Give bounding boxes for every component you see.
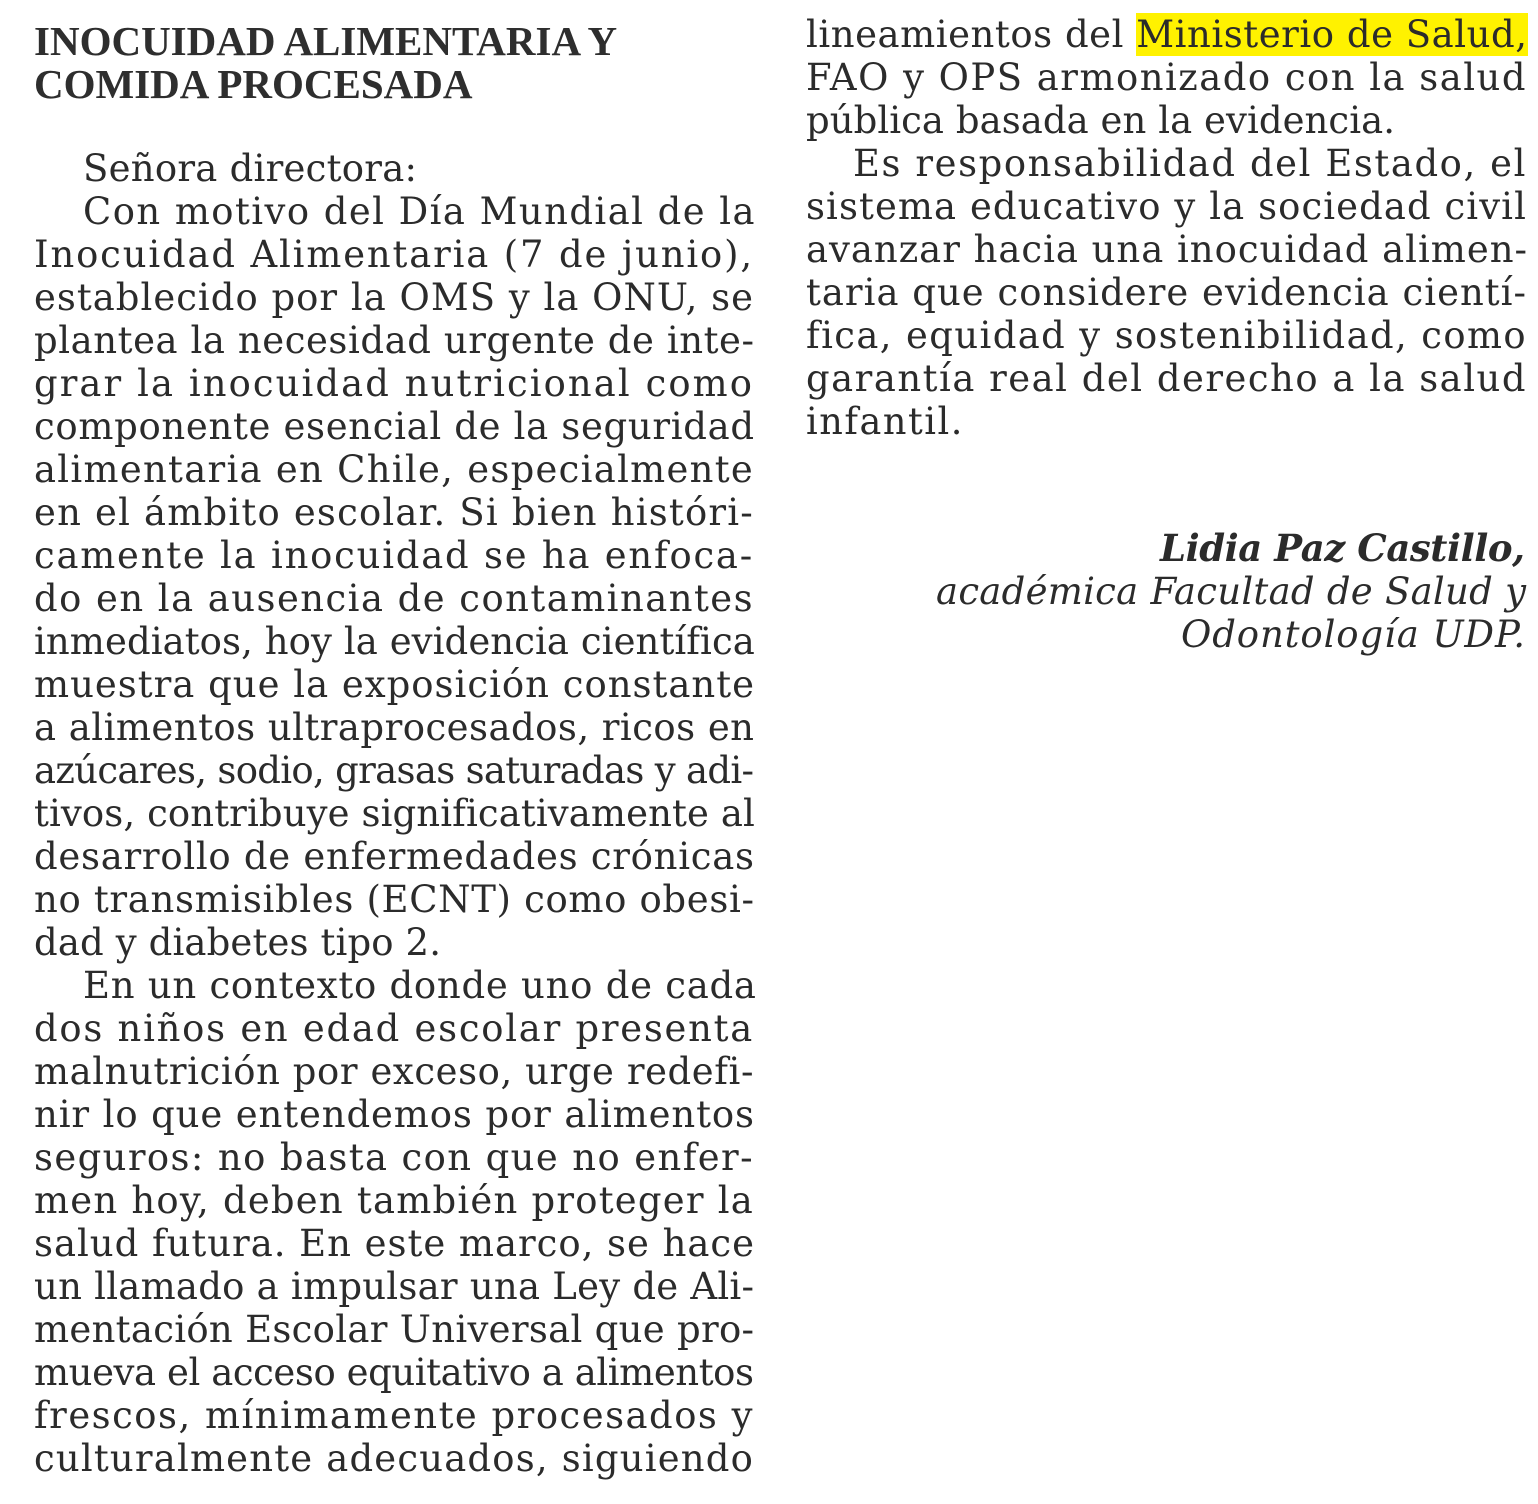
body-line: sistema educativo y la sociedad civil [806, 185, 1527, 228]
body-line: camente la inocuidad se ha enfoca- [34, 534, 754, 577]
body-line: un llamado a impulsar una Ley de Ali- [34, 1265, 755, 1308]
body-line: En un contexto donde uno de cada [83, 964, 757, 1007]
body-line: azúcares, sodio, grasas saturadas y adi- [34, 749, 754, 792]
salutation: Señora directora: [83, 147, 418, 190]
body-line: mentación Escolar Universal que pro- [34, 1308, 755, 1351]
body-line-lead: lineamientos del [806, 13, 1137, 56]
author-name: Lidia Paz Castillo, [1160, 526, 1525, 570]
body-line: infantil. [806, 400, 964, 443]
body-line: malnutrición por exceso, urge redefi- [34, 1050, 755, 1093]
body-line: seguros: no basta con que no enfer- [34, 1136, 754, 1179]
body-line: do en la ausencia de contaminantes [34, 577, 755, 620]
body-line: establecido por la OMS y la ONU, se [34, 276, 755, 319]
letter-headline-line-2: COMIDA PROCESADA [34, 61, 473, 107]
body-line: nir lo que entendemos por alimentos [34, 1093, 755, 1136]
body-line: grar la inocuidad nutricional como [34, 362, 755, 405]
body-line: salud futura. En este marco, se hace [34, 1222, 755, 1265]
body-line: Con motivo del Día Mundial de la [83, 190, 756, 233]
highlighted-text: Ministerio de Salud, [1136, 13, 1528, 56]
body-line: frescos, mínimamente procesados y [34, 1394, 754, 1437]
body-line: tivos, contribuye significativamente al [34, 792, 755, 835]
author-affiliation: Odontología UDP. [1181, 613, 1526, 656]
body-line: en el ámbito escolar. Si bien históri- [34, 491, 754, 534]
body-line: plantea la necesidad urgente de inte- [34, 319, 755, 362]
body-line: alimentaria en Chile, especialmente [34, 448, 755, 491]
body-line: avanzar hacia una inocuidad alimen- [806, 228, 1528, 271]
body-line: mueva el acceso equitativo a alimentos [34, 1351, 754, 1394]
body-line: Inocuidad Alimentaria (7 de junio), [34, 233, 754, 276]
body-line: no transmisibles (ECNT) como obesi- [34, 878, 755, 921]
body-line: componente esencial de la seguridad [34, 405, 755, 448]
body-line: Es responsabilidad del Estado, el [853, 142, 1527, 185]
body-line: muestra que la exposición constante [34, 663, 755, 706]
body-line: fica, equidad y sostenibilidad, como [806, 314, 1528, 357]
body-line: a alimentos ultraprocesados, ricos en [34, 706, 755, 749]
body-line: pública basada en la evidencia. [806, 99, 1396, 142]
body-line: inmediatos, hoy la evidencia científica [34, 620, 755, 663]
body-line: men hoy, deben también proteger la [34, 1179, 754, 1222]
body-line: dad y diabetes tipo 2. [34, 921, 442, 964]
body-line: FAO y OPS armonizado con la salud [806, 56, 1527, 99]
body-line: dos niños en edad escolar presenta [34, 1007, 755, 1050]
body-line: desarrollo de enfermedades crónicas [34, 835, 755, 878]
body-line: garantía real del derecho a la salud [806, 357, 1527, 400]
author-affiliation: académica Facultad de Salud y [936, 570, 1527, 613]
body-line: taria que considere evidencia cientí- [806, 271, 1528, 314]
body-line: culturalmente adecuados, siguiendo [34, 1437, 755, 1480]
letter-headline-line-1: INOCUIDAD ALIMENTARIA Y [34, 18, 618, 64]
body-line [806, 13, 1528, 56]
